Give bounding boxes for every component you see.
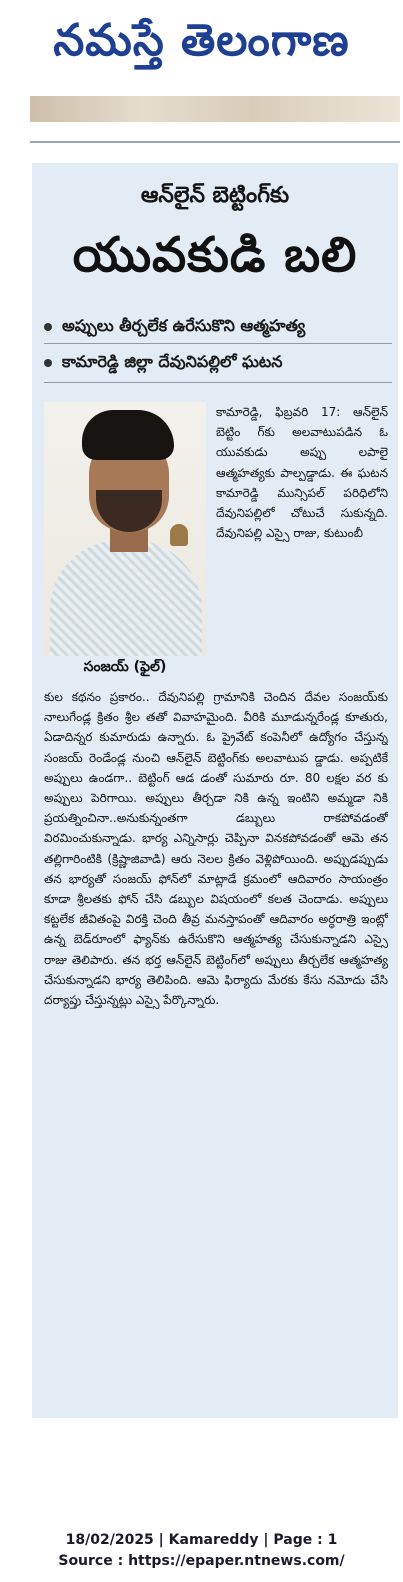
- bullet-icon: [44, 359, 52, 367]
- photo-caption: సంజయ్ (ఫైల్): [83, 659, 167, 675]
- footer-source: Source : https://epaper.ntnews.com/: [58, 1553, 345, 1569]
- person-photo: [44, 402, 206, 656]
- subhead-1: [44, 312, 394, 342]
- article-headline: యువకుడి బలి: [72, 227, 358, 283]
- article-kicker: ఆన్‌లైన్ బెట్టింగ్‌కు: [140, 183, 290, 208]
- bell-icon: [170, 524, 188, 546]
- article-box: [32, 163, 398, 1418]
- masthead: [0, 0, 403, 92]
- subhead-1-text: అప్పులు తీర్చలేక ఉరేసుకొని ఆత్మహత్య: [62, 315, 306, 335]
- footer-dateline: 18/02/2025 | Kamareddy | Page : 1: [65, 1532, 338, 1548]
- masthead-title: నమస్తే తెలంగాణ: [53, 15, 350, 66]
- section-divider: [30, 141, 400, 143]
- article-body: కుల కథనం ప్రకారం.. దేవునిపల్లి గ్రామానికి చెందిన దేవల సంజయ్‌కు నాలుగేండ్ల క్రితం శ్రీల తతో వివాహమైంది. వీరికి మూడున్నరేండ్ల కూతురు, ఏడాదిన్నర కుమారుడు ఉన్నారు. ఓ ప్రైవేట్ కంపెనీలో ఉద్యోగం చేస్తున్న సంజయ్ రెండేండ్ల నుంచి ఆన్‌లైన్ బెట్టింగ్‌కు అలవాటుప డ్డాడు. అప్పటికే అప్పులు ఉండగా.. బెట్టింగ్ ఆడ డంతో సుమారు రూ. 80 లక్షల వర కు అప్పులు పెరిగాయి. అప్పులు తీర్చడా నికి ఉన్న ఇంటిని అమ్మడా నికి ప్రయత్నించినా..అనుకున్నంతగా డబ్బులు రాకపోవడంతో విరమించుకున్నాడు. భార్య ఎన్నిసార్లు చెప్పినా వినకపోవడంతో ఆమె తన తల్లిగారింటికి (క్రిష్ణాజివాడి) ఆరు నెలల క్రితం వెళ్లిపోయింది. అప్పుడప్పుడు తన భార్యతో సంజయ్ ఫోన్‌లో మాట్లాడే క్రమంలో ఆదివారం సాయంత్రం కూడా శ్రీలతకు ఫోన్ చేసి డబ్బుల విషయంలో కలత చెందాడు. అప్పులు కట్టలేక జీవితంపై విరక్తి చెంది తీవ్ర మనస్తాపంతో ఆదివారం అర్ధరాత్రి ఇంట్లో ఉన్న బెడ్‌రూంలో ఫ్యాన్‌కు ఉరేసుకొని ఆత్మహత్య చేసుకున్నాడని ఎస్సై రాజు తెలిపారు. తన భర్త ఆన్‌లైన్ బెట్టింగ్‌లో అప్పులు తీర్చలేక ఆత్మహత్య చేసుకున్నాడని భార్య తెలిపింది. ఆమె ఫిర్యాదు మేరకు కేసు నమోదు చేసి దర్యాప్తు చేస్తున్నట్లు ఎస్సై పేర్కొన్నారు.: [44, 690, 388, 1008]
- bullet-icon: [44, 323, 52, 331]
- subhead-2-text: కామారెడ్డి జిల్లా దేవునిపల్లిలో ఘటన: [62, 351, 283, 371]
- article-body-column: కామారెడ్డి, ఫిబ్రవరి 17: ఆన్‌లైన్ బెట్టిం గ్‌కు అలవాటుపడిన ఓ యువకుడు అప్పు లపాలై ఆత్మహత్యకు పాల్పడ్డాడు. ఈ ఘటన కామారెడ్డి మున్సిపల్ పరిధిలోని దేవునిపల్లిలో చోటుచే సుకున్నది. దేవునిపల్లి ఎస్సై రాజు, కుటుంబీ: [216, 405, 388, 541]
- previous-article-photo-strip: [30, 96, 400, 122]
- subhead-divider: [44, 343, 392, 344]
- subhead-2: [44, 348, 394, 378]
- subhead-divider: [44, 382, 392, 383]
